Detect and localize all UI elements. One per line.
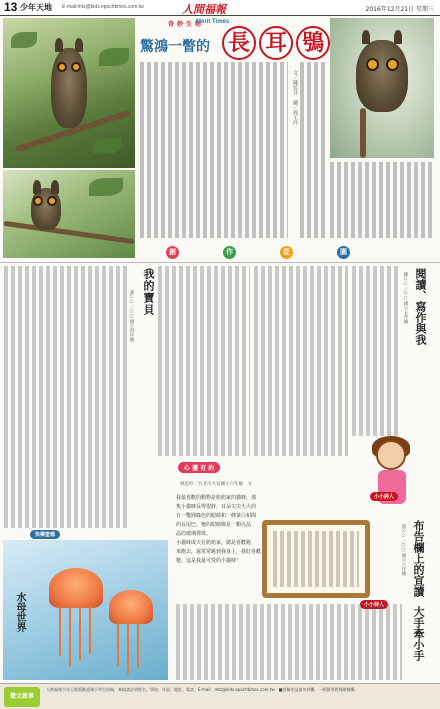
owl-ear <box>75 38 83 52</box>
section-title-bulletin: 布告欄上的宣讀 <box>412 520 425 597</box>
middle-column-text <box>254 266 348 456</box>
jellyfish-drawing <box>3 540 168 680</box>
tentacle <box>79 606 81 661</box>
leaf <box>89 178 123 196</box>
header-url: E-mail:mtz@kids.epochtimes.com.tw <box>62 4 144 10</box>
owl-photo-2 <box>3 170 135 258</box>
bulletin-author: 周○○／○○國小六年級 <box>401 524 406 576</box>
reading-author: 陳○○／○○國小五年級 <box>403 272 408 324</box>
jellyfish <box>109 590 153 624</box>
feature-title-small: 驚鴻一瞥的 <box>140 39 210 55</box>
branch <box>360 108 366 158</box>
text-block <box>4 266 130 528</box>
girl-illustration-head <box>376 440 406 470</box>
owl-photo-3 <box>330 18 434 158</box>
heart-paragraph: 小貓咪成天在奶奶家，總是喜歡跑 <box>176 540 252 546</box>
owl-ear <box>55 38 63 52</box>
heart-paragraph: 有一雙圓綠色的眼睛和一條黃白相間 <box>176 513 257 519</box>
my-treasure-author: 黃○○／○○國小四年級 <box>129 290 134 342</box>
section-title-my-treasure: 我的寶貝 <box>142 268 155 316</box>
owl-eye <box>386 58 399 71</box>
heart-paragraph: 的長尾巴，牠的眼睛像是一顆亮晶 <box>176 522 252 528</box>
poet-ribbon-2: 小小詩人 <box>360 600 388 609</box>
heart-paragraph: 牠，這是我最可愛的小貓咪！ <box>176 558 242 564</box>
owl-figure <box>356 40 408 112</box>
feature-body-text-2 <box>300 62 326 238</box>
text-block <box>140 62 288 238</box>
owl-eye <box>33 196 43 206</box>
leaf <box>99 48 129 66</box>
owl-ear <box>33 180 41 194</box>
feature-title-big <box>222 26 330 60</box>
text-block <box>254 266 348 456</box>
section-title-water-world: 水母世界 <box>14 592 25 632</box>
jellyfish <box>49 568 103 608</box>
owl-eye <box>366 58 379 71</box>
issue-date: 2016年12月21日 星期三 <box>365 6 434 13</box>
text-block <box>352 266 398 436</box>
heart-paragraph: 我最喜歡的動物是奶奶家的貓咪，那 <box>176 495 257 501</box>
left-column-text <box>4 266 130 528</box>
heart-paragraph: 晶的玻璃彈珠。 <box>176 531 212 537</box>
heart-paragraph: 隻小貓咪長得很胖，耳朵尖尖大大的 <box>176 504 257 510</box>
divider <box>0 262 440 263</box>
text-block <box>158 266 250 456</box>
heart-paragraph: 來跑去，還常常跳到我身上，我好喜歡 <box>176 549 262 555</box>
section-title-reading: 閱讀、寫作與我 <box>414 268 427 345</box>
leaf <box>93 138 121 154</box>
page-header <box>0 0 440 16</box>
circle-char: 園 <box>337 246 350 259</box>
owl-figure <box>31 188 61 230</box>
owl-ear <box>362 30 370 44</box>
text-block <box>300 62 326 238</box>
tentacle <box>59 606 61 656</box>
kids-drawing-tag: 快樂塗鴉 <box>30 530 60 539</box>
tentacle <box>117 622 119 666</box>
circle-char: 花 <box>280 246 293 259</box>
section-name: 少年天地 <box>20 3 52 12</box>
title-char: 鴞 <box>296 26 330 60</box>
bottom-text <box>176 604 402 680</box>
tentacle <box>89 606 91 654</box>
tentacle <box>127 622 129 674</box>
owl-eye <box>57 62 67 72</box>
text-block <box>273 531 359 587</box>
owl-figure <box>51 48 87 128</box>
submission-notice: 人間福報少年天地版歡迎國小學生投稿，來稿請註明姓名、學校、年級、地址、電話，E-mail：mtz@kids.epochtimes.com.tw ■投稿作品請勿抄襲，一經錄用將致贈稿酬。 <box>46 687 359 692</box>
heart-section-label: 心 靈 有 約 <box>178 462 220 473</box>
text-block <box>176 604 402 680</box>
garden-circles <box>166 246 350 259</box>
tentacle <box>69 606 71 666</box>
owl-eye <box>71 62 81 72</box>
text-block <box>330 162 434 238</box>
newspaper-logo: 人間福報 <box>182 3 226 16</box>
circle-char: 創 <box>166 246 179 259</box>
feature-body-text-3 <box>330 162 434 238</box>
leaf <box>11 32 37 48</box>
heart-byline: 林思妤／台北市大安國小六年級 文 <box>180 482 252 487</box>
owl-ear <box>51 180 59 194</box>
page-number: 13 <box>4 0 18 14</box>
branch <box>3 221 134 244</box>
bulletin-board-frame <box>262 520 370 598</box>
poet-ribbon: 小小詩人 <box>370 492 398 501</box>
page-footer <box>0 683 440 709</box>
submission-badge: 徵文啟事 <box>4 687 40 707</box>
feature-byline: 文／陳佳芬 圖／周王玲 <box>292 70 298 125</box>
owl-photo-1 <box>3 18 135 168</box>
feature-kicker: 奇妙生物 <box>168 21 205 28</box>
owl-eye <box>47 196 57 206</box>
feature-body-text <box>140 62 288 238</box>
circle-char: 作 <box>223 246 236 259</box>
my-treasure-text <box>158 266 250 456</box>
title-char: 長 <box>222 26 256 60</box>
feature-tag: Merit Times <box>196 19 230 25</box>
reading-text <box>352 266 398 436</box>
owl-ear <box>394 30 402 44</box>
section-title-big-hand: 大手牽小手 <box>412 606 425 661</box>
title-char: 耳 <box>259 26 293 60</box>
tentacle <box>137 622 139 668</box>
